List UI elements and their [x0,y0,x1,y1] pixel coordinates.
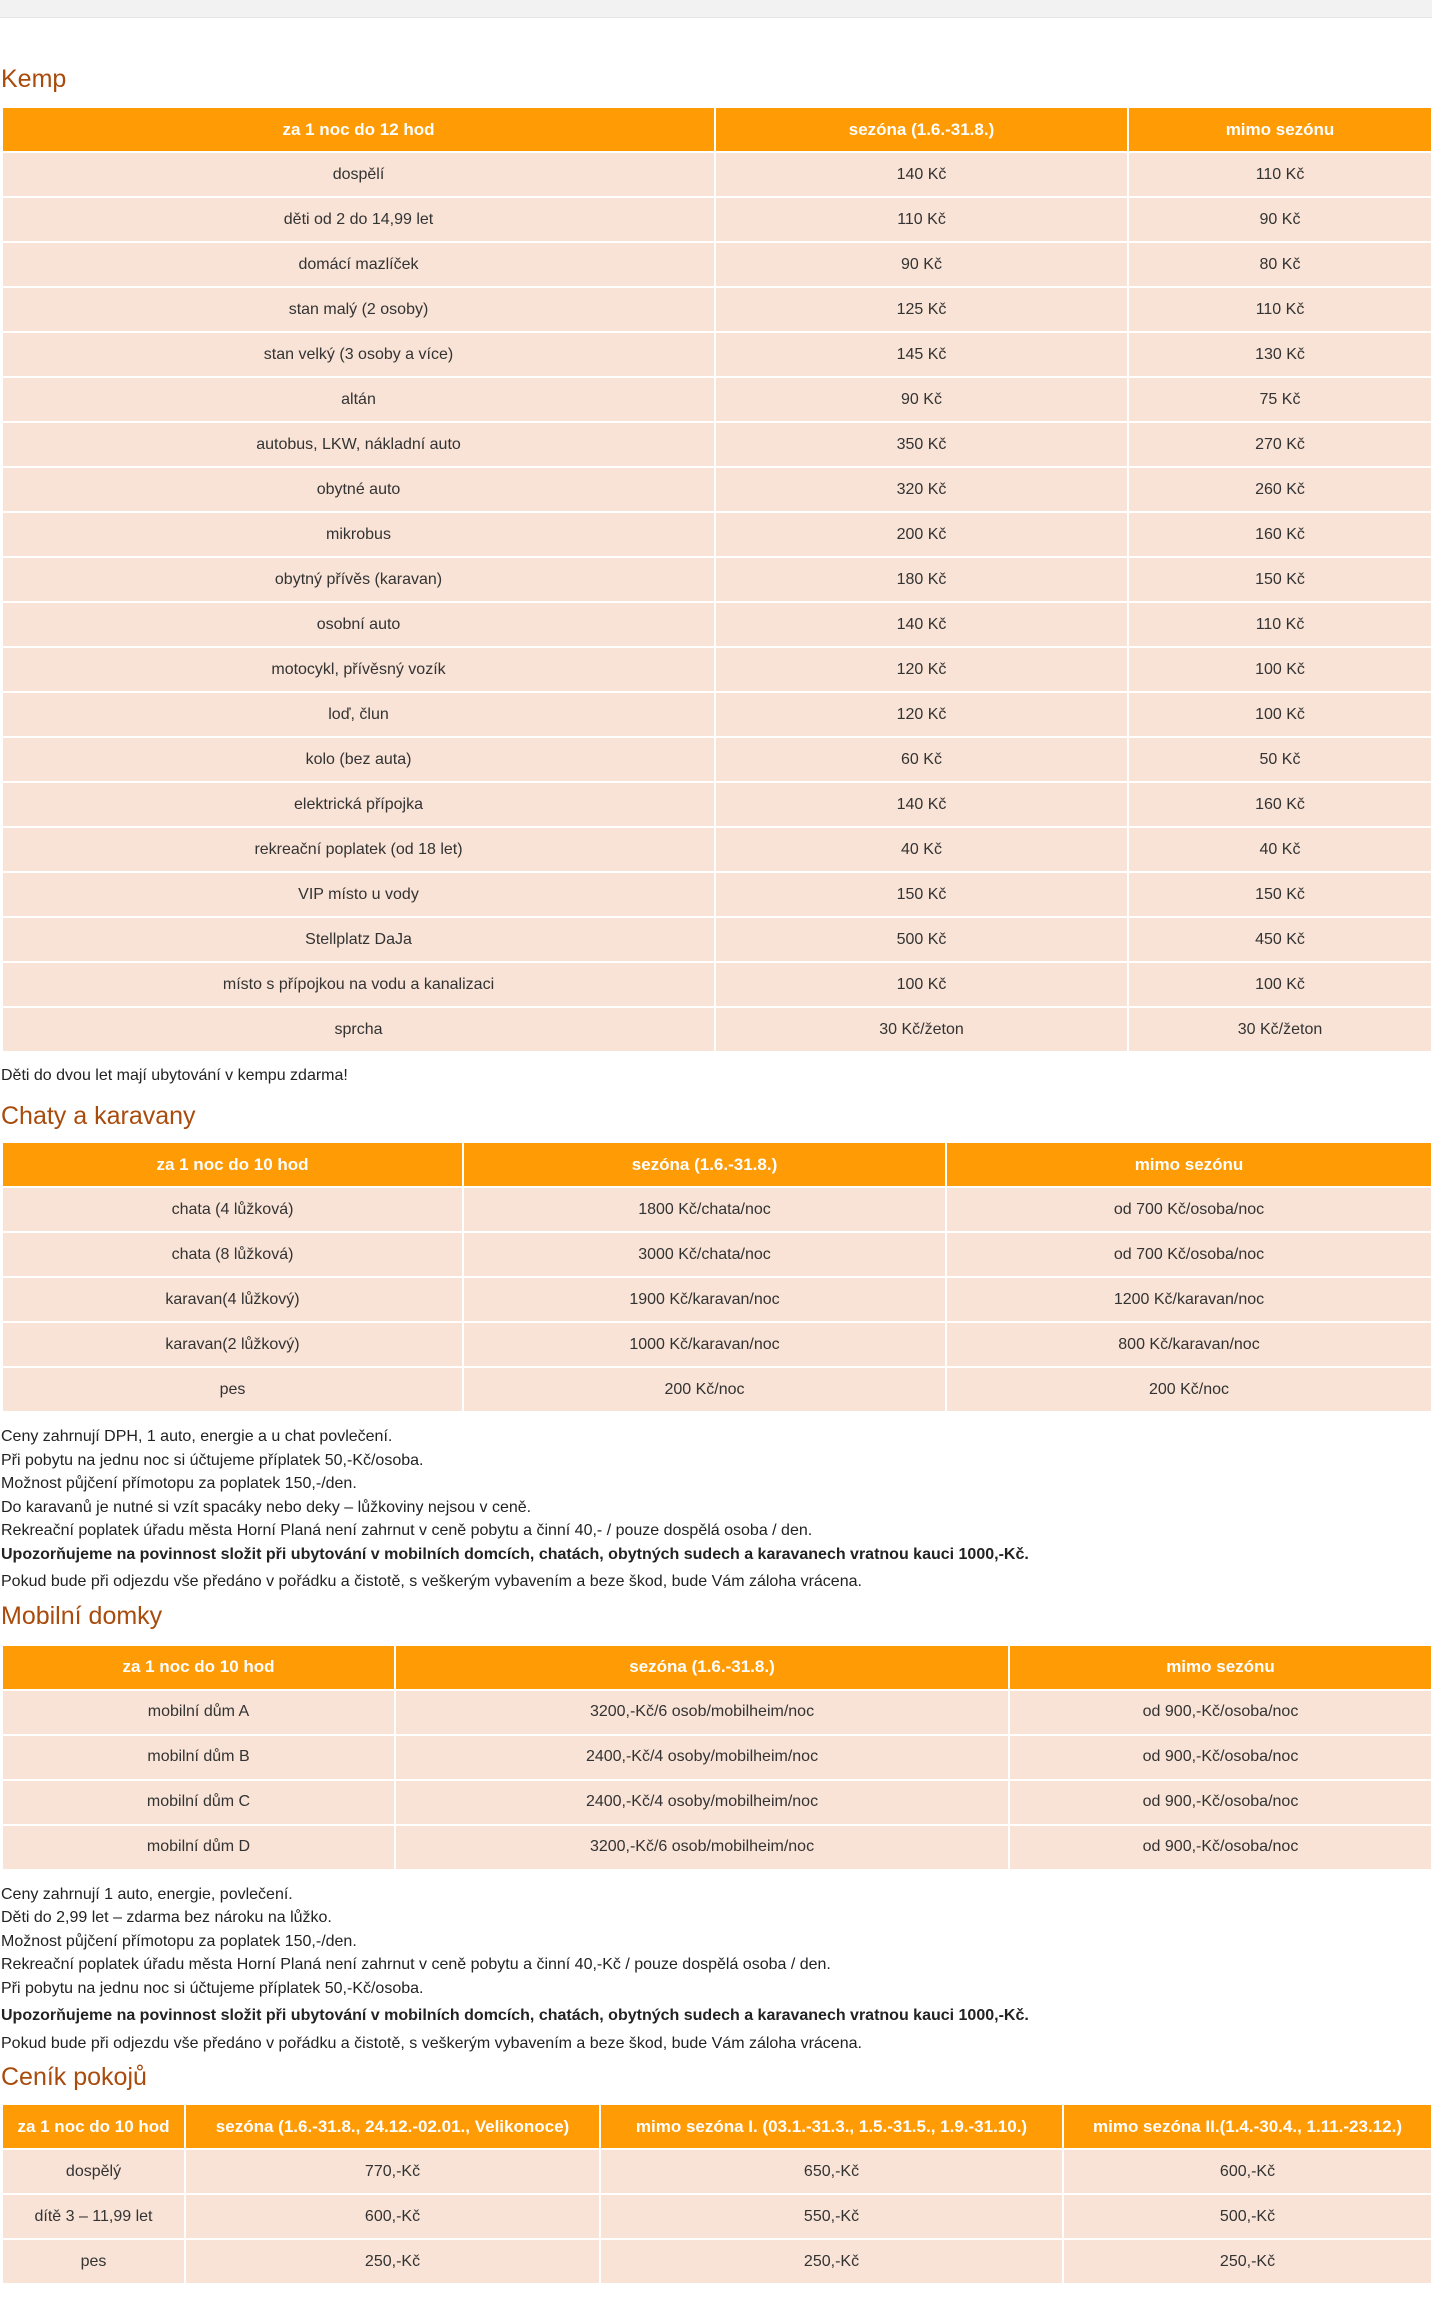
table-cell: 320 Kč [715,467,1128,512]
table-row [2,557,1432,602]
table-cell: 3200,-Kč/6 osob/mobilheim/noc [395,1690,1009,1735]
table-row [2,1007,1432,1052]
top-bar [0,0,1432,18]
table-row [2,467,1432,512]
table-cell: osobní auto [2,602,715,647]
table-header-row [2,1645,1432,1690]
table-cell: 550,-Kč [600,2194,1063,2239]
table-header-cell: sezóna (1.6.-31.8.) [715,107,1128,152]
chaty-notes [1,1413,1431,1594]
table-cell: 110 Kč [1128,152,1432,197]
table-row [2,692,1432,737]
note-text: Rekreační poplatek úřadu města Horní Planá není zahrnut v ceně pobytu a činní 40,-Kč / pouze dospělá osoba / den. [1,1956,831,1973]
table-cell: loď, člun [2,692,715,737]
table-cell: 150 Kč [1128,872,1432,917]
section-title-mobilni: Mobilní domky [1,1601,163,1630]
table-cell: mobilní dům B [2,1735,395,1780]
section-title-chaty: Chaty a karavany [1,1102,196,1130]
table-cell: 180 Kč [715,557,1128,602]
note-text: Ceny zahrnují 1 auto, energie, povlečení. [1,1885,293,1903]
table-header-cell: za 1 noc do 12 hod [2,107,715,152]
table-row [2,1735,1432,1780]
table-cell: 160 Kč [1128,782,1432,827]
table-row [2,1187,1432,1232]
page-content [1,18,1431,2285]
table-header-cell: sezóna (1.6.-31.8.) [463,1142,946,1187]
table-cell: 110 Kč [715,197,1128,242]
table-header-row [2,107,1432,152]
table-row [2,962,1432,1007]
table-cell: 100 Kč [1128,647,1432,692]
table-cell: od 900,-Kč/osoba/noc [1009,1825,1432,1870]
table-cell: 150 Kč [715,872,1128,917]
table-cell: 600,-Kč [1063,2149,1432,2194]
table-row [2,2194,1432,2239]
note-text: Děti do dvou let mají ubytování v kempu zdarma! [1,1067,348,1084]
table-cell: 90 Kč [715,242,1128,287]
table-cell: 40 Kč [715,827,1128,872]
table-cell: 770,-Kč [185,2149,600,2194]
table-header-cell: mimo sezónu [1128,107,1432,152]
table-cell: 100 Kč [1128,692,1432,737]
table-header-cell: za 1 noc do 10 hod [2,2104,185,2149]
table-header-cell: za 1 noc do 10 hod [2,1645,395,1690]
table-row [2,1232,1432,1277]
table-row [2,197,1432,242]
table-row [2,827,1432,872]
table-row [2,1780,1432,1825]
table-row [2,152,1432,197]
table-cell: 120 Kč [715,647,1128,692]
note-text: Při pobytu na jednu noc si účtujeme příplatek 50,-Kč/osoba. [1,1451,424,1469]
table-cell: 650,-Kč [600,2149,1063,2194]
deposit-return-note: Pokud bude při odjezdu vše předáno v pořádku a čistotě, s veškerým vybavením a beze škod, bude Vám záloha vrácena. [1,1573,862,1590]
table-cell: 140 Kč [715,152,1128,197]
table-cell: 40 Kč [1128,827,1432,872]
table-cell: 100 Kč [715,962,1128,1007]
note-text: Možnost půjčení přímotopu za poplatek 150,-/den. [1,1475,357,1492]
note-text: Děti do 2,99 let – zdarma bez nároku na lůžko. [1,1909,332,1926]
table-row [2,512,1432,557]
table-cell: mobilní dům A [2,1690,395,1735]
table-cell: 110 Kč [1128,602,1432,647]
table-row [2,602,1432,647]
table-cell: pes [2,1367,463,1412]
table-row [2,647,1432,692]
deposit-warning: Upozorňujeme na povinnost složit při ubytování v mobilních domcích, chatách, obytných sudech a karavanech vratnou kauci 1000,-Kč. [1,1545,1029,1563]
table-cell: 3000 Kč/chata/noc [463,1232,946,1277]
table-cell: mikrobus [2,512,715,557]
table-header-cell: mimo sezóna I. (03.1.-31.3., 1.5.-31.5., 1.9.-31.10.) [600,2104,1063,2149]
table-cell: karavan(4 lůžkový) [2,1277,463,1322]
table-cell: autobus, LKW, nákladní auto [2,422,715,467]
note-text: Možnost půjčení přímotopu za poplatek 150,-/den. [1,1932,357,1950]
table-cell: místo s přípojkou na vodu a kanalizaci [2,962,715,1007]
table-cell: Stellplatz DaJa [2,917,715,962]
table-cell: 50 Kč [1128,737,1432,782]
table-header-cell: mimo sezóna II.(1.4.-30.4., 1.11.-23.12.) [1063,2104,1432,2149]
table-cell: 60 Kč [715,737,1128,782]
table-cell: chata (8 lůžková) [2,1232,463,1277]
table-cell: mobilní dům C [2,1780,395,1825]
table-row [2,1322,1432,1367]
table-cell: od 900,-Kč/osoba/noc [1009,1780,1432,1825]
chaty-price-table [1,1141,1432,1413]
table-cell: domácí mazlíček [2,242,715,287]
table-row [2,872,1432,917]
table-row [2,2149,1432,2194]
table-cell: dítě 3 – 11,99 let [2,2194,185,2239]
mobilni-price-table [1,1644,1432,1871]
table-header-row [2,1142,1432,1187]
table-cell: 250,-Kč [1063,2239,1432,2284]
kemp-price-table [1,106,1432,1053]
table-row [2,1825,1432,1870]
table-row [2,1367,1432,1412]
table-cell: karavan(2 lůžkový) [2,1322,463,1367]
table-cell: 125 Kč [715,287,1128,332]
table-cell: kolo (bez auta) [2,737,715,782]
table-cell: 140 Kč [715,782,1128,827]
table-cell: sprcha [2,1007,715,1052]
table-cell: 30 Kč/žeton [1128,1007,1432,1052]
note-text: Při pobytu na jednu noc si účtujeme příplatek 50,-Kč/osoba. [1,1979,424,1997]
table-cell: 110 Kč [1128,287,1432,332]
table-cell: 200 Kč [715,512,1128,557]
table-cell: 2400,-Kč/4 osoby/mobilheim/noc [395,1780,1009,1825]
section-title-pokoje: Ceník pokojů [1,2063,147,2091]
table-cell: 200 Kč/noc [463,1367,946,1412]
table-header-row [2,2104,1432,2149]
table-cell: 80 Kč [1128,242,1432,287]
table-cell: 200 Kč/noc [946,1367,1432,1412]
table-cell: 260 Kč [1128,467,1432,512]
table-cell: chata (4 lůžková) [2,1187,463,1232]
table-cell: dospělí [2,152,715,197]
table-header-cell: mimo sezónu [1009,1645,1432,1690]
table-cell: 800 Kč/karavan/noc [946,1322,1432,1367]
table-cell: 1000 Kč/karavan/noc [463,1322,946,1367]
table-cell: 75 Kč [1128,377,1432,422]
table-row [2,287,1432,332]
table-cell: 1200 Kč/karavan/noc [946,1277,1432,1322]
table-cell: 90 Kč [1128,197,1432,242]
table-cell: rekreační poplatek (od 18 let) [2,827,715,872]
table-row [2,377,1432,422]
table-header-cell: za 1 noc do 10 hod [2,1142,463,1187]
table-row [2,2239,1432,2284]
table-cell: 90 Kč [715,377,1128,422]
table-header-cell: mimo sezónu [946,1142,1432,1187]
deposit-return-note: Pokud bude při odjezdu vše předáno v pořádku a čistotě, s veškerým vybavením a beze škod, bude Vám záloha vrácena. [1,2034,862,2052]
table-cell: od 900,-Kč/osoba/noc [1009,1690,1432,1735]
table-row [2,332,1432,377]
table-cell: od 700 Kč/osoba/noc [946,1187,1432,1232]
table-cell: 3200,-Kč/6 osob/mobilheim/noc [395,1825,1009,1870]
pokoje-price-table [1,2103,1432,2285]
table-cell: 160 Kč [1128,512,1432,557]
table-row [2,782,1432,827]
table-cell: elektrická přípojka [2,782,715,827]
table-cell: 145 Kč [715,332,1128,377]
note-text: Ceny zahrnují DPH, 1 auto, energie a u chat povlečení. [1,1428,393,1445]
table-row [2,1690,1432,1735]
table-header-cell: sezóna (1.6.-31.8., 24.12.-02.01., Velikonoce) [185,2104,600,2149]
table-cell: pes [2,2239,185,2284]
deposit-warning: Upozorňujeme na povinnost složit při ubytování v mobilních domcích, chatách, obytných sudech a karavanech vratnou kauci 1000,-Kč. [1,2007,1029,2024]
table-cell: VIP místo u vody [2,872,715,917]
note-text: Do karavanů je nutné si vzít spacáky nebo deky – lůžkoviny nejsou v ceně. [1,1498,532,1516]
table-row [2,737,1432,782]
kemp-notes [1,1053,1431,1098]
table-cell: 1800 Kč/chata/noc [463,1187,946,1232]
table-cell: 100 Kč [1128,962,1432,1007]
table-cell: 350 Kč [715,422,1128,467]
table-cell: 30 Kč/žeton [715,1007,1128,1052]
table-cell: 500 Kč [715,917,1128,962]
table-cell: altán [2,377,715,422]
table-cell: stan malý (2 osoby) [2,287,715,332]
table-cell: 130 Kč [1128,332,1432,377]
table-cell: 1900 Kč/karavan/noc [463,1277,946,1322]
section-title-kemp: Kemp [1,65,67,93]
table-cell: obytné auto [2,467,715,512]
table-cell: od 700 Kč/osoba/noc [946,1232,1432,1277]
note-text: Rekreační poplatek úřadu města Horní Planá není zahrnut v ceně pobytu a činní 40,- / pouze dospělá osoba / den. [1,1522,813,1539]
table-cell: 150 Kč [1128,557,1432,602]
table-row [2,422,1432,467]
table-cell: 120 Kč [715,692,1128,737]
table-cell: 500,-Kč [1063,2194,1432,2239]
table-cell: 250,-Kč [600,2239,1063,2284]
table-cell: 140 Kč [715,602,1128,647]
table-cell: dospělý [2,2149,185,2194]
table-cell: od 900,-Kč/osoba/noc [1009,1735,1432,1780]
table-cell: 600,-Kč [185,2194,600,2239]
table-header-cell: sezóna (1.6.-31.8.) [395,1645,1009,1690]
table-cell: stan velký (3 osoby a více) [2,332,715,377]
table-cell: děti od 2 do 14,99 let [2,197,715,242]
table-cell: motocykl, přívěsný vozík [2,647,715,692]
table-cell: 250,-Kč [185,2239,600,2284]
mobilni-notes [1,1871,1431,2056]
table-cell: mobilní dům D [2,1825,395,1870]
table-row [2,1277,1432,1322]
table-row [2,917,1432,962]
table-cell: 270 Kč [1128,422,1432,467]
table-cell: 450 Kč [1128,917,1432,962]
table-cell: obytný přívěs (karavan) [2,557,715,602]
table-row [2,242,1432,287]
table-cell: 2400,-Kč/4 osoby/mobilheim/noc [395,1735,1009,1780]
